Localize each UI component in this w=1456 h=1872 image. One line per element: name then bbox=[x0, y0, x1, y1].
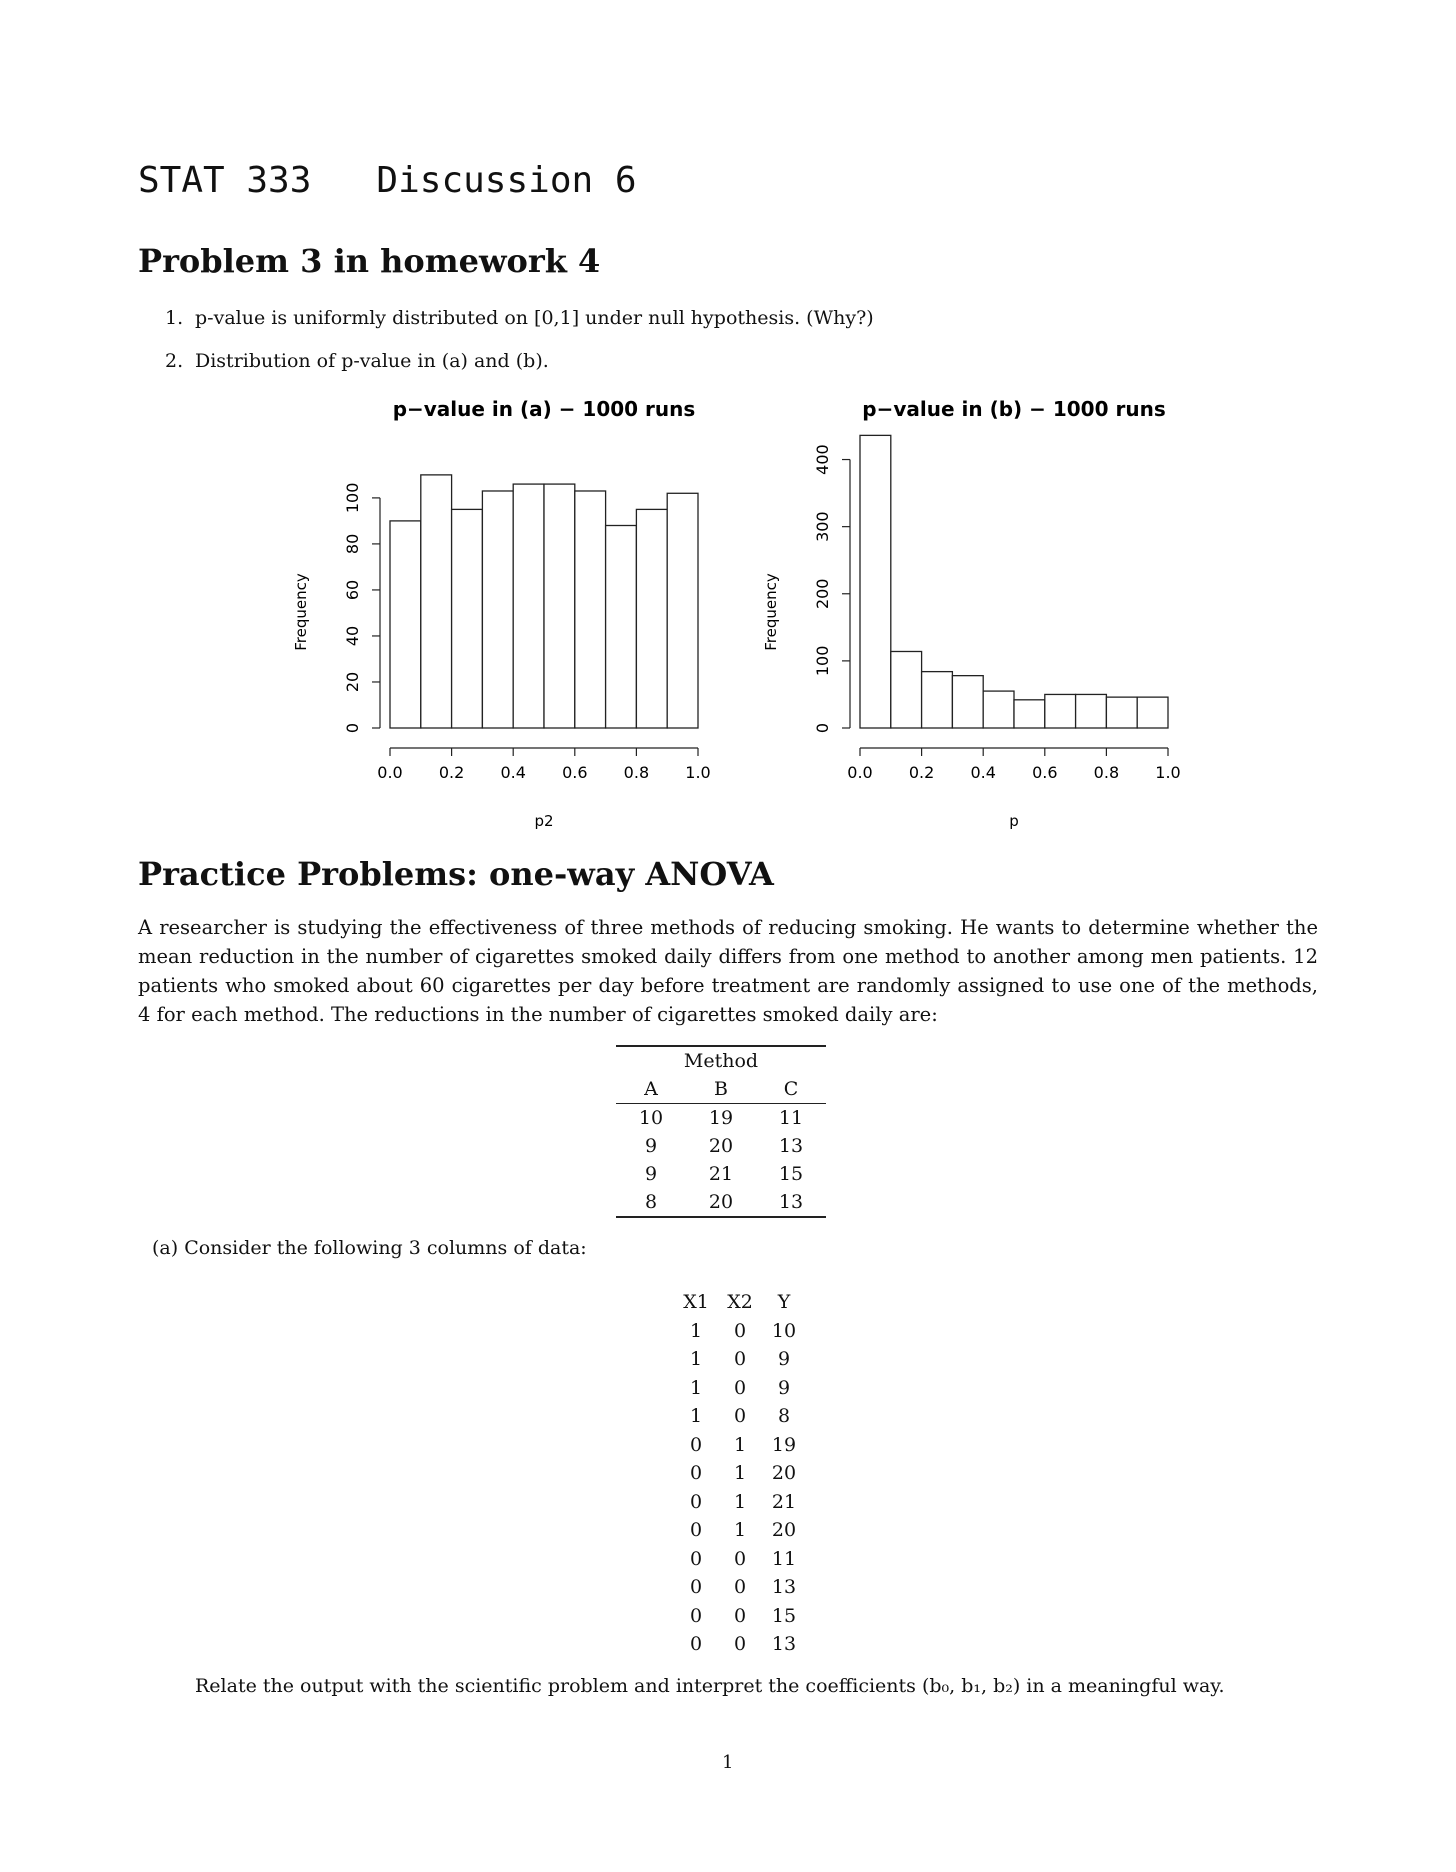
list-item-number: 2. bbox=[165, 350, 184, 372]
histogram-bar bbox=[667, 493, 698, 728]
table-cell: 15 bbox=[778, 1163, 804, 1185]
x-axis-label: p bbox=[1009, 812, 1019, 830]
chart-title: p−value in (b) − 1000 runs bbox=[862, 397, 1166, 421]
table-cell: 10 bbox=[771, 1319, 797, 1342]
table-cell: 1 bbox=[689, 1319, 703, 1342]
table-row bbox=[674, 1602, 806, 1631]
table-cell: 10 bbox=[616, 1104, 686, 1133]
table-cell: 0 bbox=[733, 1633, 747, 1656]
x-axis-label: p2 bbox=[534, 812, 554, 830]
x-tick-label: 0.2 bbox=[908, 763, 935, 782]
table-cell: 13 bbox=[771, 1633, 797, 1656]
histogram-bar bbox=[575, 491, 606, 728]
table-cell: 1 bbox=[733, 1433, 747, 1456]
table-cell: 20 bbox=[771, 1462, 797, 1485]
table-cell: 0 bbox=[689, 1633, 703, 1656]
table-cell: 8 bbox=[616, 1188, 686, 1217]
y-tick-label: 200 bbox=[813, 578, 832, 610]
column-header: A bbox=[644, 1078, 658, 1100]
table-cell: 0 bbox=[689, 1519, 703, 1542]
histogram-bar bbox=[1106, 697, 1137, 728]
histogram-bar bbox=[482, 491, 513, 728]
table-row bbox=[674, 1431, 806, 1460]
histogram-bar bbox=[544, 484, 575, 728]
table-cell: 0 bbox=[689, 1462, 703, 1485]
table-cell: 0 bbox=[689, 1604, 703, 1627]
table-cell: 20 bbox=[771, 1519, 797, 1542]
table-cell: 0 bbox=[733, 1405, 747, 1428]
problem-paragraph: A researcher is studying the effectiveness of three methods of reducing smoking. He wants to determine whether the mean reduction in the number of cigarettes smoked daily differs from one method to another among men patients. 12 patients who smoked about 60 cigarettes per day before treatment are randomly assigned to use one of the methods, 4 for each method. The reductions in the number of cigarettes smoked daily are: bbox=[138, 916, 1318, 1026]
table-row bbox=[616, 1132, 826, 1160]
histogram-bar bbox=[513, 484, 544, 728]
y-tick-label: 20 bbox=[343, 671, 362, 693]
table-cell: 1 bbox=[689, 1405, 703, 1428]
histogram-bar bbox=[1014, 700, 1045, 728]
table-cell: 0 bbox=[733, 1604, 747, 1627]
table-cell: 9 bbox=[777, 1376, 791, 1399]
x-tick-label: 1.0 bbox=[685, 763, 711, 782]
table-row bbox=[674, 1374, 806, 1403]
histogram-bar bbox=[390, 521, 421, 728]
x-tick-label: 0.4 bbox=[500, 763, 526, 782]
y-tick-label: 300 bbox=[813, 511, 832, 542]
column-header: Y bbox=[777, 1291, 791, 1314]
y-tick-label: 0 bbox=[813, 722, 832, 734]
table-cell: 15 bbox=[771, 1604, 797, 1627]
histogram-a bbox=[280, 386, 730, 836]
histogram-bar bbox=[922, 672, 953, 728]
table-cell: 11 bbox=[771, 1547, 797, 1570]
section-heading-anova: Practice Problems: one-way ANOVA bbox=[138, 855, 774, 893]
histogram-b bbox=[750, 386, 1200, 836]
table-row bbox=[674, 1317, 806, 1346]
y-tick-label: 400 bbox=[813, 444, 832, 475]
table-row bbox=[616, 1188, 826, 1217]
table-cell: 13 bbox=[778, 1135, 804, 1157]
x-tick-label: 0.6 bbox=[562, 763, 588, 782]
table-cell: 0 bbox=[733, 1547, 747, 1570]
x-tick-label: 0.4 bbox=[970, 763, 996, 782]
y-tick-label: 40 bbox=[343, 625, 362, 647]
table-cell: 20 bbox=[686, 1188, 756, 1217]
x-tick-label: 0.6 bbox=[1032, 763, 1058, 782]
histogram-bar bbox=[891, 651, 922, 728]
table-cell: 21 bbox=[771, 1490, 797, 1513]
table-cell: 21 bbox=[708, 1163, 734, 1185]
table-cell: 0 bbox=[733, 1319, 747, 1342]
table-cell: 0 bbox=[733, 1376, 747, 1399]
table-row bbox=[674, 1345, 806, 1374]
table-row bbox=[616, 1104, 826, 1133]
histogram-bar bbox=[1045, 694, 1076, 728]
table-cell: 20 bbox=[708, 1135, 734, 1157]
table-cell: 19 bbox=[686, 1104, 756, 1133]
page-number: 1 bbox=[722, 1752, 734, 1773]
table-cell: 1 bbox=[733, 1519, 747, 1542]
chart-title: p−value in (a) − 1000 runs bbox=[392, 397, 696, 421]
table-row bbox=[674, 1545, 806, 1574]
table-cell: 8 bbox=[777, 1405, 791, 1428]
y-tick-label: 80 bbox=[343, 533, 362, 555]
table-cell: 9 bbox=[644, 1163, 658, 1185]
table-cell: 1 bbox=[733, 1490, 747, 1513]
table-row bbox=[674, 1630, 806, 1659]
table-cell: 0 bbox=[689, 1433, 703, 1456]
list-item-text: Distribution of p-value in (a) and (b). bbox=[195, 350, 549, 372]
table-cell: 0 bbox=[689, 1490, 703, 1513]
x-tick-label: 0.0 bbox=[377, 763, 403, 782]
y-tick-label: 0 bbox=[343, 722, 362, 734]
list-item bbox=[165, 350, 549, 372]
dummy-variable-table bbox=[674, 1288, 806, 1659]
y-tick-label: 100 bbox=[813, 645, 832, 677]
x-tick-label: 0.8 bbox=[1093, 763, 1120, 782]
method-group-header: Method bbox=[616, 1046, 826, 1075]
table-cell: 1 bbox=[733, 1462, 747, 1485]
histogram-bar bbox=[983, 691, 1014, 728]
table-cell: 1 bbox=[689, 1376, 703, 1399]
course-code: STAT 333 bbox=[138, 160, 312, 201]
table-cell: 0 bbox=[733, 1348, 747, 1371]
histogram-bar bbox=[952, 676, 983, 728]
table-row bbox=[674, 1488, 806, 1517]
histogram-bar bbox=[452, 509, 483, 728]
table-row bbox=[674, 1402, 806, 1431]
interpretation-instruction: Relate the output with the scientific problem and interpret the coefficients (b₀, b₁, b₂) in a meaningful way. bbox=[195, 1675, 1225, 1697]
table-cell: 13 bbox=[771, 1576, 797, 1599]
histogram-bar bbox=[636, 509, 667, 728]
table-row bbox=[674, 1573, 806, 1602]
table-cell: 11 bbox=[756, 1104, 826, 1133]
y-axis-label: Frequency bbox=[292, 573, 310, 651]
y-axis-label: Frequency bbox=[762, 573, 780, 651]
table-cell: 9 bbox=[644, 1135, 658, 1157]
column-header: C bbox=[783, 1078, 799, 1100]
histogram-bar bbox=[1076, 694, 1107, 728]
method-table bbox=[616, 1045, 826, 1218]
y-tick-label: 60 bbox=[343, 579, 362, 601]
list-item-number: 1. bbox=[165, 307, 184, 329]
histogram-bar bbox=[421, 475, 452, 728]
table-row bbox=[616, 1160, 826, 1188]
table-cell: 0 bbox=[689, 1576, 703, 1599]
discussion-title: Discussion 6 bbox=[376, 160, 637, 201]
section-heading-problem3: Problem 3 in homework 4 bbox=[138, 242, 601, 280]
list-item bbox=[165, 307, 874, 329]
x-tick-label: 0.2 bbox=[438, 763, 465, 782]
x-tick-label: 0.8 bbox=[623, 763, 650, 782]
histogram-bar bbox=[606, 526, 637, 728]
document-title bbox=[138, 160, 637, 201]
table-cell: 9 bbox=[777, 1348, 791, 1371]
table-cell: 13 bbox=[756, 1188, 826, 1217]
table-cell: 0 bbox=[733, 1576, 747, 1599]
y-tick-label: 100 bbox=[343, 482, 362, 514]
column-header: X1 bbox=[683, 1291, 709, 1314]
table-cell: 19 bbox=[771, 1433, 797, 1456]
histogram-bar bbox=[860, 435, 891, 728]
part-a-label: (a) Consider the following 3 columns of data: bbox=[152, 1237, 587, 1259]
table-cell: 0 bbox=[689, 1547, 703, 1570]
table-row bbox=[674, 1516, 806, 1545]
table-row bbox=[674, 1459, 806, 1488]
histogram-bar bbox=[1137, 697, 1168, 728]
list-item-text: p-value is uniformly distributed on [0,1] under null hypothesis. (Why?) bbox=[195, 307, 874, 329]
x-tick-label: 1.0 bbox=[1155, 763, 1181, 782]
x-tick-label: 0.0 bbox=[847, 763, 873, 782]
column-header: B bbox=[714, 1078, 728, 1100]
table-cell: 1 bbox=[689, 1348, 703, 1371]
column-header: X2 bbox=[727, 1291, 753, 1314]
